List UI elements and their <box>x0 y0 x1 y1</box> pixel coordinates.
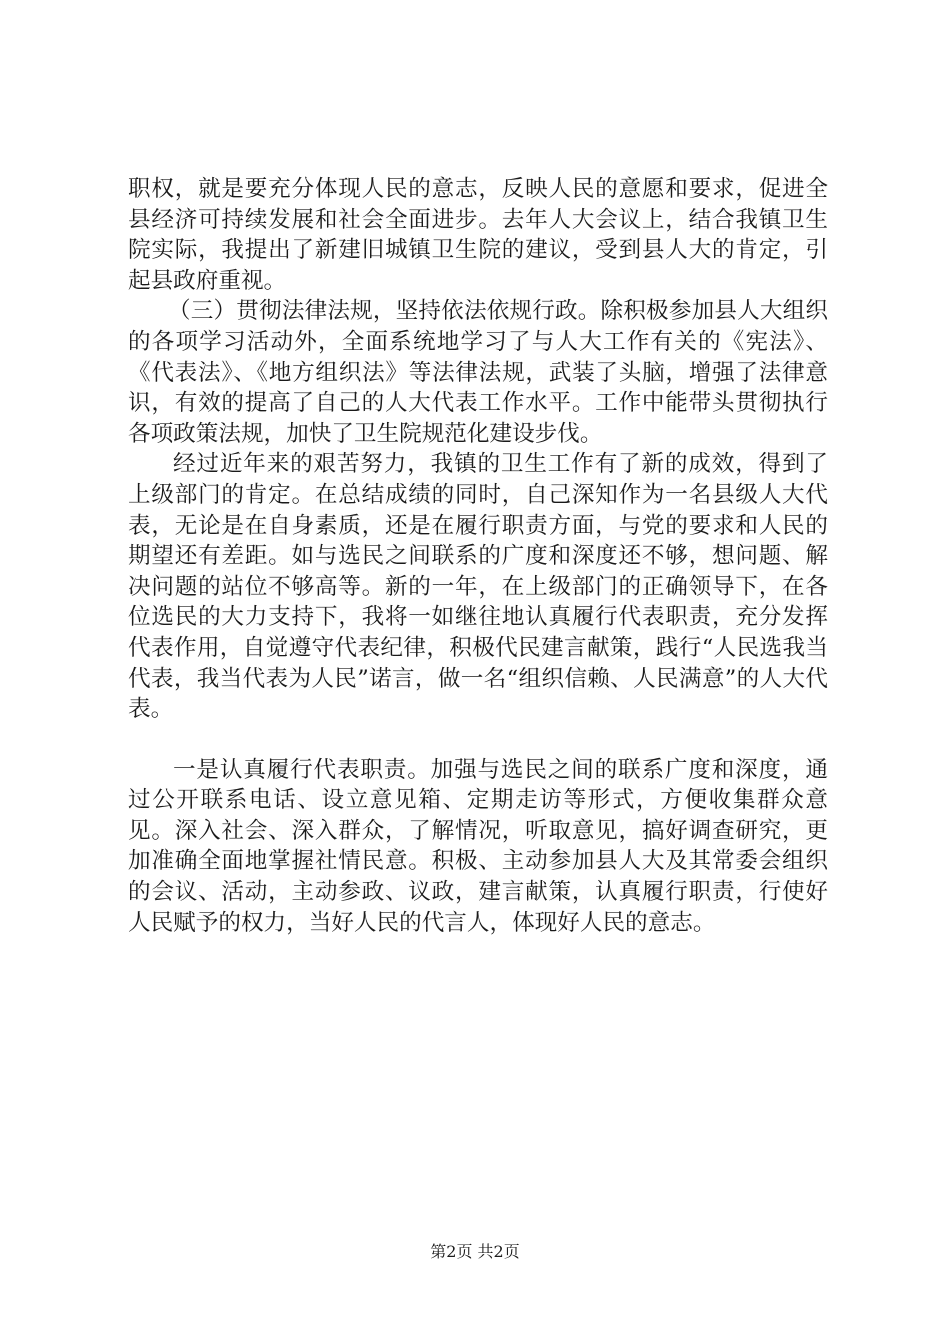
document-body <box>128 174 828 938</box>
page-footer: 第2页 共2页 <box>430 1242 520 1261</box>
paragraph-summary: 经过近年来的艰苦努力，我镇的卫生工作有了新的成效，得到了上级部门的肯定。在总结成绩的同时，自己深知作为一名县级人大代表，无论是在自身素质，还是在履行职责方面，与党的要求和人民的期望还有差距。如与选民之间联系的广度和深度还不够，想问题、解决问题的站位不够高等。新的一年，在上级部门的正确领导下，在各位选民的大力支持下，我将一如继往地认真履行代表职责，充分发挥代表作用，自觉遵守代表纪律，积极代民建言献策，践行“人民选我当代表，我当代表为人民”诺言，做一名“组织信赖、人民满意”的人大代表。 <box>128 451 828 723</box>
paragraph-section-three: （三）贯彻法律法规，坚持依法依规行政。除积极参加县人大组织的各项学习活动外，全面系统地学习了与人大工作有关的《宪法》、《代表法》、《地方组织法》等法律法规，武装了头脑，增强了法律意识，有效的提高了自己的人大代表工作水平。工作中能带头贯彻执行各项政策法规，加快了卫生院规范化建设步伐。 <box>128 298 828 447</box>
paragraph-continuation: 职权，就是要充分体现人民的意志，反映人民的意愿和要求，促进全县经济可持续发展和社会全面进步。去年人大会议上，结合我镇卫生院实际，我提出了新建旧城镇卫生院的建议，受到县人大的肯定，引起县政府重视。 <box>128 176 828 294</box>
paragraph-point-one: 一是认真履行代表职责。加强与选民之间的联系广度和深度，通过公开联系电话、设立意见箱、定期走访等形式，方便收集群众意见。深入社会、深入群众，了解情况，听取意见，搞好调查研究，更加准确全面地掌握社情民意。积极、主动参加县人大及其常委会组织的会议、活动，主动参政、议政，建言献策，认真履行职责，行使好人民赋予的权力，当好人民的代言人，体现好人民的意志。 <box>128 756 828 936</box>
